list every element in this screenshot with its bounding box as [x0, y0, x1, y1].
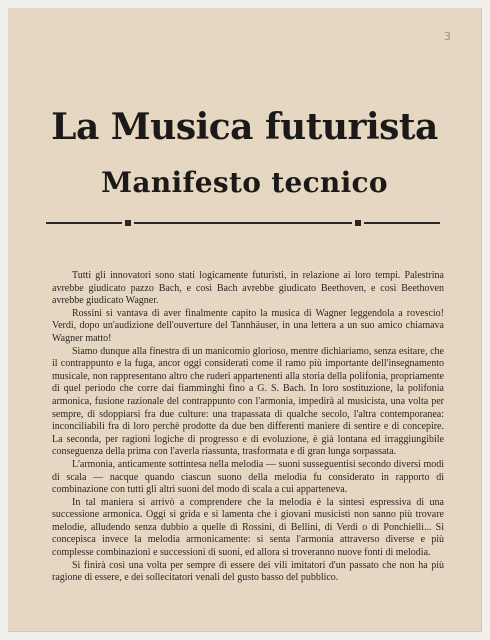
page-number-mark: 3 — [444, 30, 451, 43]
divider-dot-left — [125, 220, 131, 226]
title-divider — [46, 220, 440, 226]
paragraph: L'armonia, anticamente sottintesa nella melodia — suoni susseguentisi secondo diversi modi di scala — nacque quando ciascun suono della melodia fu considerato in rapporto di combinazione con tutti gli altri suoni del modo di scala a cui apparteneva. — [52, 458, 444, 496]
page-title: La Musica futurista — [51, 106, 438, 148]
paragraph: In tal maniera si arrivò a comprendere che la melodia è la sintesi espressiva di una successione armonica. Oggi si grida e si lamenta che i giovani musicisti non sanno più trovare melodie, alludendo senza dubbio a quelle di Rossini, di Bellini, di Verdi o di Ponchielli... Si concepisca invece la melodia armonicamente: si senta l'armonia attraverso diverse e più complesse combinazioni e successioni di suoni, ed allora si troveranno nuove fonti di melodia. — [52, 496, 444, 559]
paragraph: Rossini si vantava di aver finalmente capito la musica di Wagner leggendola a rovescio! Verdi, dopo un'audizione dell'ouverture del Tannhäuser, in una lettera a un suo amico chiamava Wagner matto! — [52, 307, 444, 344]
divider-line-center — [134, 222, 352, 224]
manifesto-page — [8, 8, 482, 632]
divider-line-right — [364, 222, 440, 224]
divider-dot-right — [355, 220, 361, 226]
paragraph: Siamo dunque alla finestra di un manicomio glorioso, mentre dichiariamo, senza esitare, che il contrappunto e la fuga, ancor oggi considerati come il ramo più importante dell'insegnamento musicale, non rappresentano altro che ruderi appartenenti alla storia della polifonia, propriamente di quel periodo che corre dai fiamminghi fino a G. S. Bach. In loro sostituzione, la polifonia armonica, fusione razionale del contrappunto con l'armonia, impedirà al musicista, una volta per sempre, di sdoppiarsi fra due culture: una trapassata di qualche secolo, l'altra contemporanea: inconciliabili fra di loro perchè prodotte da due ben differenti maniere di sentire e di concepire. La seconda, per ragioni logiche di progresso e di evoluzione, è già lontana ed irraggiungibile conseguenza della prima con l'averla riassunta, trasformata e di gran lunga sorpassata. — [52, 345, 444, 458]
divider-line-left — [46, 222, 122, 224]
paragraph: Si finirà così una volta per sempre di essere dei vili imitatori d'un passato che non ha più ragione di essere, e dei sollecitatori venali del gusto basso del pubblico. — [52, 559, 444, 584]
page-subtitle: Manifesto tecnico — [101, 166, 388, 199]
manifesto-body — [52, 270, 444, 585]
paragraph: Tutti gli innovatori sono stati logicamente futuristi, in relazione ai loro tempi. Palestrina avrebbe giudicato pazzo Bach, e così Bach avrebbe giudicato Beethoven, e così Beethoven avrebbe giudicato Wagner. — [52, 270, 444, 307]
